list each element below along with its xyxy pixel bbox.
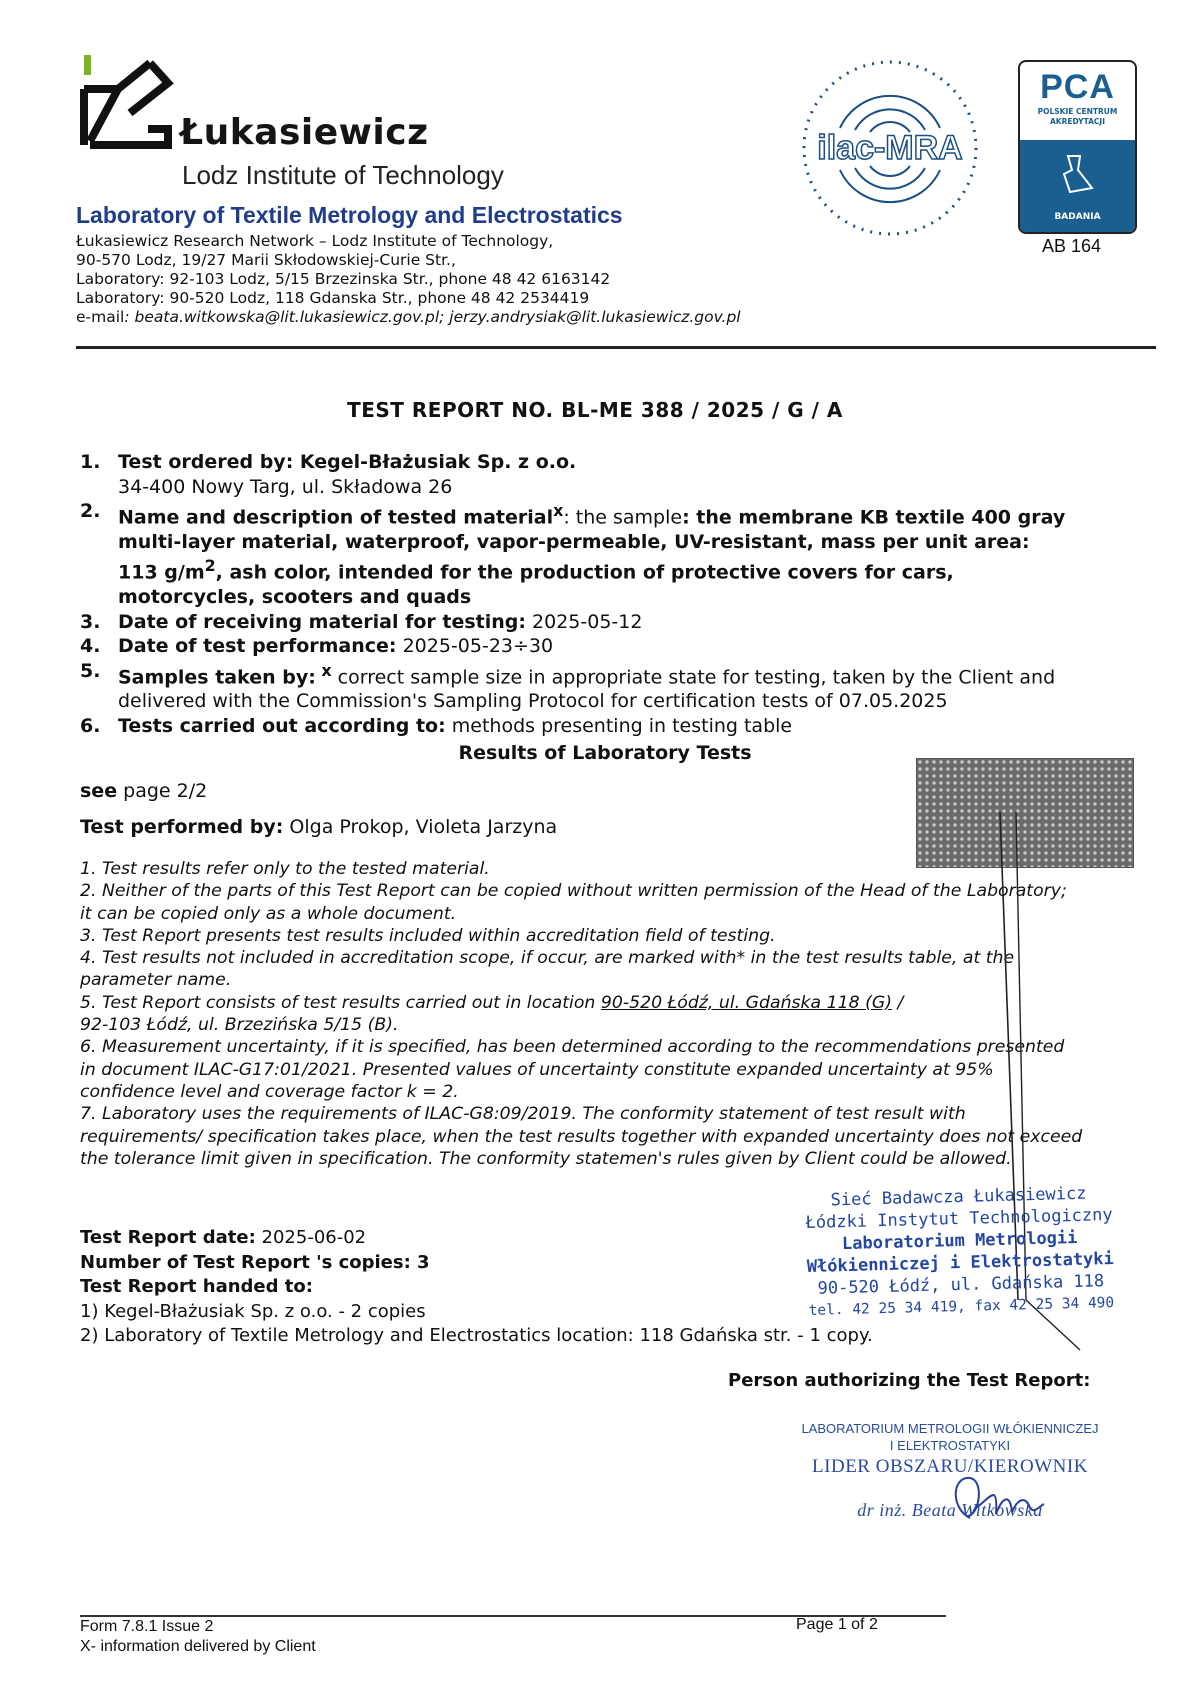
list-item — [80, 610, 1140, 635]
see-label: see — [80, 780, 118, 802]
item-value: delivered with the Commission's Sampling Protocol for certification tests of 07.05.2025 — [118, 690, 948, 713]
item-sup: x — [315, 660, 332, 680]
note-line: parameter name. — [80, 970, 232, 991]
address-block — [76, 232, 741, 327]
item-value: 2025-05-23÷30 — [396, 635, 554, 658]
list-item — [80, 450, 1140, 499]
note-line: 1. Test results refer only to the tested material. — [80, 859, 490, 879]
address-line: Laboratory: 90-520 Lodz, 118 Gdanska Str., phone 48 42 2534419 — [76, 289, 590, 307]
note-line: 4. Test results not included in accreditation scope, if occur, are marked with* in the test results table, at the — [80, 948, 1015, 969]
lab-title: Laboratory of Textile Metrology and Electrostatics — [76, 202, 623, 228]
list-item — [80, 659, 1140, 714]
handed-to — [80, 1275, 873, 1300]
item-value-bold: 113 g/m — [118, 561, 205, 584]
item-label: Samples taken by: — [118, 665, 316, 688]
item-number: 3. — [80, 610, 101, 633]
item-value: 2025-05-12 — [526, 610, 643, 633]
stamp-line: Włókienniczej i Elektrostatyki — [806, 1248, 1115, 1278]
report-number: TEST REPORT NO. BL-ME 388 / 2025 / G / A — [347, 398, 843, 422]
see-value: page 2/2 — [117, 780, 208, 802]
header-divider — [76, 346, 1156, 349]
item-sup: 2 — [204, 556, 216, 576]
page-number: Page 1 of 2 — [796, 1616, 878, 1633]
handed-item: 1) Kegel-Błażusiak Sp. z o.o. - 2 copies — [80, 1300, 426, 1322]
list-item — [80, 714, 1140, 739]
item-label: Test ordered by: Kegel-Błażusiak Sp. z o.o. — [118, 451, 577, 473]
authorization-label: Person authorizing the Test Report: — [728, 1370, 1091, 1391]
stamp-line: Laboratorium Metrologii — [841, 1227, 1078, 1255]
lukasiewicz-logo-icon — [78, 55, 178, 155]
note-line — [80, 992, 1140, 1014]
stamp-line: LABORATORIUM METROLOGII WŁÓKIENNICZEJ — [801, 1421, 1099, 1436]
note-line: 6. Measurement uncertainty, if it is specified, has been determined according to the recommendations presented — [80, 1037, 1065, 1058]
item-number: 4. — [80, 635, 101, 658]
item-value: 34-400 Nowy Targ, ul. Składowa 26 — [118, 475, 453, 498]
pca-badge-label: BADANIA — [1054, 212, 1101, 222]
org-name: Łukasiewicz — [180, 112, 429, 153]
footer-form: Form 7.8.1 Issue 2 — [80, 1618, 214, 1635]
item-sup: x — [553, 501, 564, 520]
stamp-line: Sieć Badawcza Łukasiewicz — [830, 1183, 1087, 1211]
item-number: 5. — [80, 659, 101, 682]
note-line: requirements/ specification takes place, when the test results together with expanded uncertainty does not exceed — [80, 1126, 1083, 1147]
item-value: correct sample size in appropriate state for testing, taken by the Client and — [331, 665, 1056, 688]
item-label: Name and description of tested material — [118, 506, 554, 529]
item-value-bold: motorcycles, scooters and quads — [118, 586, 472, 609]
note-line: 3. Test Report presents test results included within accreditation field of testing. — [80, 925, 776, 946]
item-number: 6. — [80, 714, 101, 737]
email-label: e-mail — [76, 308, 125, 326]
item-value-bold: multi-layer material, waterproof, vapor-permeable, UV-resistant, mass per unit area: — [118, 530, 1030, 553]
item-number: 2. — [80, 500, 101, 522]
test-performer — [80, 816, 557, 838]
pca-sub1: POLSKIE CENTRUM — [1037, 107, 1118, 116]
note-line: the tolerance limit given in specification. The conformity statemen's rules given by Client could be allowed. — [80, 1148, 1012, 1169]
note-line: confidence level and coverage factor k = 2. — [80, 1081, 459, 1102]
report-items — [80, 450, 1140, 738]
item-label: Date of receiving material for testing: — [118, 610, 526, 633]
stamp-line: tel. 42 25 34 419, fax 42 25 34 490 — [808, 1294, 1115, 1319]
item-label: Tests carried out according to: — [118, 714, 446, 737]
ilac-mra-emblem-icon — [800, 58, 980, 238]
performer-label: Test performed by: — [80, 816, 284, 838]
signatory-name: dr inż. Beata Witkowska — [857, 1500, 1043, 1520]
signature-icon — [940, 1468, 1080, 1538]
copies-count — [80, 1251, 873, 1276]
note-line: 92-103 Łódź, ul. Brzezińska 5/15 (B). — [80, 1015, 399, 1036]
list-item — [80, 499, 1140, 610]
note-text: 5. Test Report consists of test results carried out in location — [80, 992, 601, 1013]
report-meta — [80, 1226, 873, 1349]
stamp-line: Łódzki Instytut Technologiczny — [805, 1204, 1113, 1234]
performer-value: Olga Prokop, Violeta Jarzyna — [283, 816, 558, 838]
notes-list — [80, 858, 1140, 1170]
item-value: : the sample — [563, 506, 683, 529]
handed-label: Test Report handed to: — [80, 1276, 313, 1297]
results-heading: Results of Laboratory Tests — [458, 742, 752, 764]
email-line — [76, 308, 741, 327]
see-page — [80, 780, 207, 802]
note-line: it can be copied only as a whole document. — [80, 903, 457, 924]
item-value-bold: : the membrane KB textile 400 gray — [682, 506, 1066, 529]
note-location: 90-520 Łódź, ul. Gdańska 118 (G) — [600, 992, 892, 1013]
stamp-line: I ELEKTROSTATYKI — [889, 1438, 1011, 1453]
address-line: Laboratory: 92-103 Lodz, 5/15 Brzezinska Str., phone 48 42 6163142 — [76, 270, 611, 288]
address-line: Łukasiewicz Research Network – Lodz Institute of Technology, — [76, 232, 554, 250]
note-line: 2. Neither of the parts of this Test Report can be copied without written permission of the Head of the Laboratory; — [80, 881, 1067, 902]
email-value[interactable]: : beata.witkowska@lit.lukasiewicz.gov.pl; jerzy.andrysiak@lit.lukasiewicz.gov.pl — [124, 308, 741, 326]
handed-item: 2) Laboratory of Textile Metrology and Electrostatics location: 118 Gdańska str. - 1 copy. — [80, 1325, 873, 1346]
ilac-label: ilac-MRA — [817, 129, 963, 167]
item-label: Date of test performance: — [118, 635, 397, 658]
pca-sub2: AKREDYTACJI — [1049, 117, 1106, 126]
flask-icon — [1058, 152, 1098, 196]
copies-label: Number of Test Report 's copies: 3 — [80, 1251, 430, 1273]
report-date — [80, 1226, 873, 1251]
fabric-sample-swatch — [916, 758, 1134, 868]
stamp-line: 90-520 Łódź, ul. Gdańska 118 — [817, 1271, 1105, 1299]
list-item — [80, 634, 1140, 659]
note-line: in document ILAC-G17:01/2021. Presented values of uncertainty constitute expanded uncertainty at 95% — [80, 1059, 994, 1080]
item-value-bold: , ash color, intended for the production of protective covers for cars, — [215, 561, 954, 584]
date-value: 2025-06-02 — [255, 1227, 367, 1248]
date-label: Test Report date: — [80, 1227, 256, 1248]
accreditation-number: AB 164 — [1042, 236, 1102, 256]
footer-note: X- information delivered by Client — [80, 1638, 316, 1655]
item-number: 1. — [80, 451, 101, 473]
pca-badge — [1018, 60, 1137, 234]
note-line: 7. Laboratory uses the requirements of ILAC-G8:09/2019. The conformity statement of test result with — [80, 1104, 966, 1125]
pca-title: PCA — [1040, 68, 1115, 106]
stamp-line: LIDER OBSZARU/KIEROWNIK — [812, 1456, 1088, 1477]
address-line: 90-570 Lodz, 19/27 Marii Skłodowskiej-Curie Str., — [76, 251, 456, 269]
note-text: / — [891, 992, 904, 1013]
item-value: methods presenting in testing table — [445, 714, 793, 737]
org-subtitle: Lodz Institute of Technology — [182, 160, 504, 190]
